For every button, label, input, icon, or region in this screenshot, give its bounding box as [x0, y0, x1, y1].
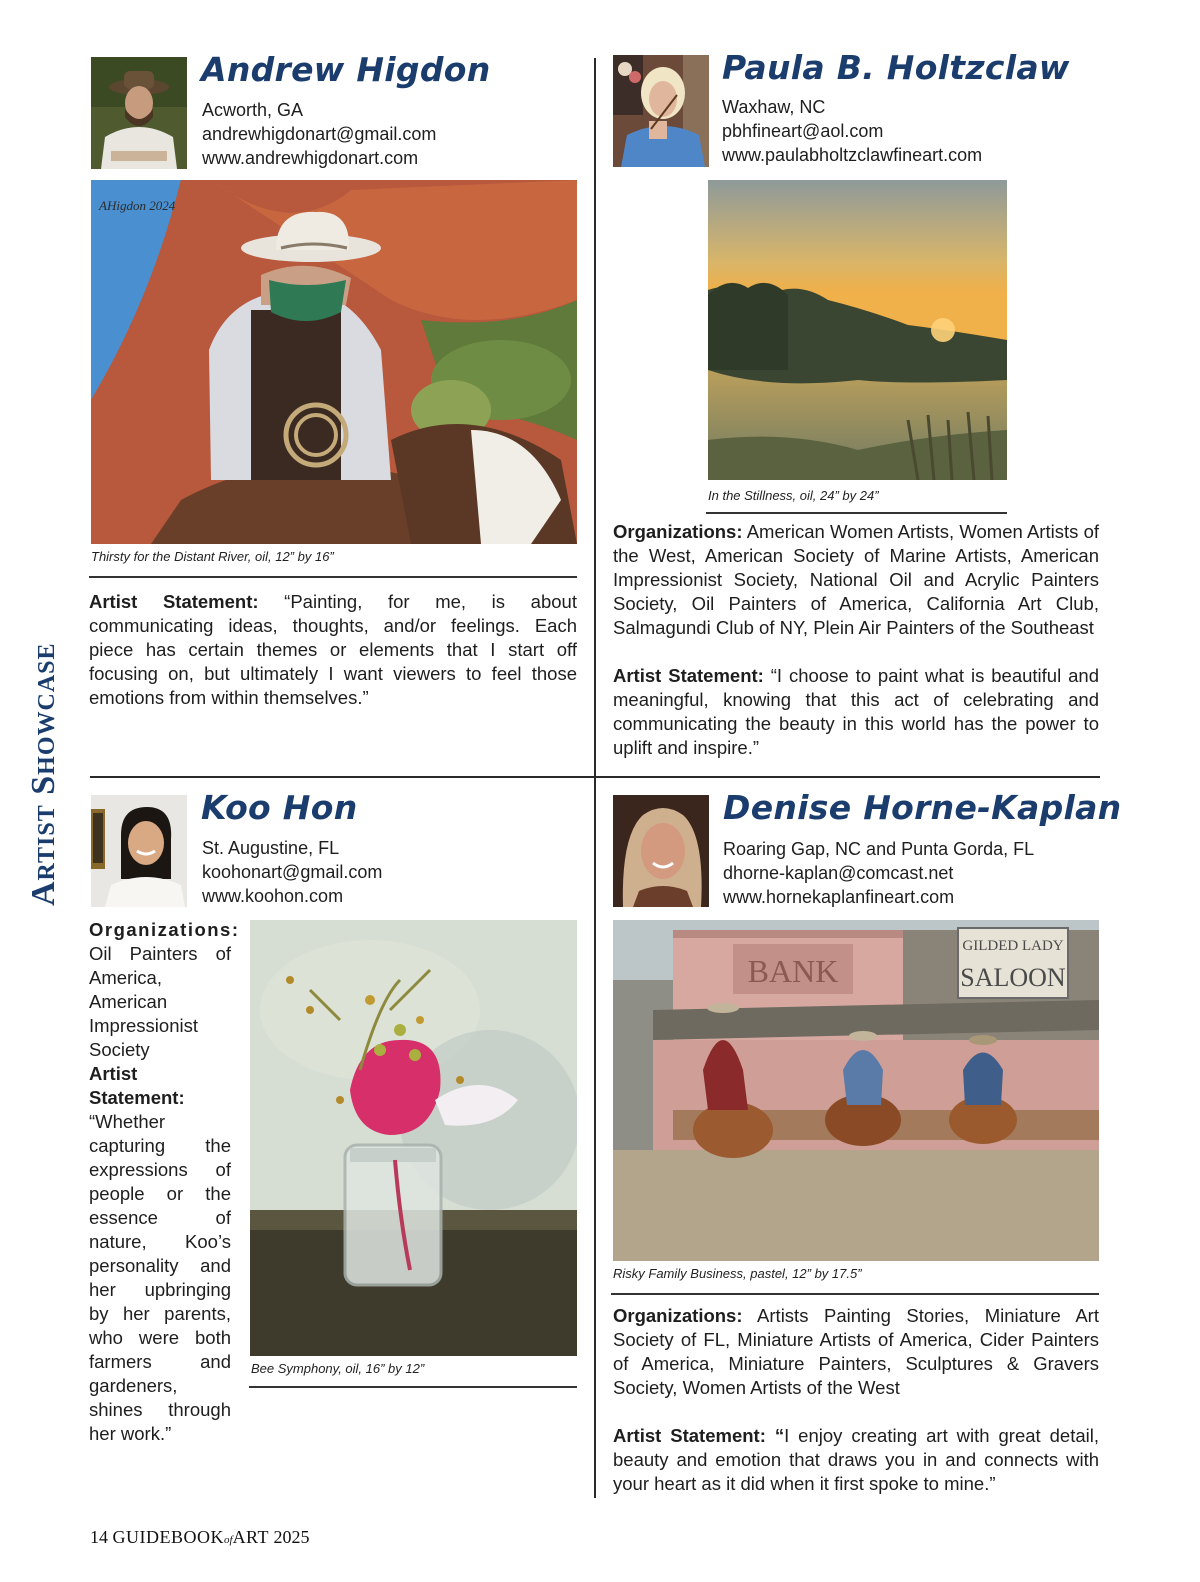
column-divider: [594, 58, 596, 1498]
painting-signature: AHigdon 2024: [99, 198, 176, 213]
artist-email: andrewhigdonart@gmail.com: [202, 124, 437, 144]
organizations-text: Oil Painters of America, American Impressionist Society: [89, 943, 231, 1060]
painting-sign-saloon: SALOON: [960, 963, 1066, 992]
statement-text: I enjoy creating art with great detail, beauty and emotion that draws you in and connects with your heart as it did when it first spoke to mine.”: [613, 1425, 1099, 1494]
artist-statement: [613, 1424, 1099, 1496]
artist-name: Denise Horne-Kaplan: [723, 788, 1122, 827]
painting-sign-bank: BANK: [747, 953, 839, 989]
statement-label: Artist Statement: “: [613, 1425, 785, 1446]
organizations-label: Organizations:: [89, 919, 240, 940]
artist-website: www.koohon.com: [202, 886, 344, 906]
organizations-text: American Women Artists, Women Artists of the West, American Society of Marine Artists, American Impressionist Society, National Oil and Acrylic Painters Society, Oil Painters of America, California Art Club, Salmagundi Club of NY, Plein Air Painters of the Southeast: [613, 521, 1099, 638]
organizations-label: Organizations:: [613, 521, 743, 542]
statement-label: Artist Statement:: [89, 1063, 185, 1108]
statement-label: Artist Statement:: [613, 665, 764, 686]
artist-organizations: [613, 520, 1099, 640]
painting-caption: Bee Symphony, oil, 16” by 12”: [251, 1361, 425, 1376]
statement-text: “Painting, for me, is about communicating ideas, thoughts, and/or feelings. Each piece has certain themes or elements that I start off focusing on, but ultimately I want viewers to feel those emotions from within themselves.”: [89, 591, 577, 708]
artist-name: Koo Hon: [201, 788, 358, 827]
painting-caption: Thirsty for the Distant River, oil, 12” by 16”: [91, 549, 334, 564]
painting-caption: Risky Family Business, pastel, 12” by 17.5”: [613, 1266, 862, 1281]
artist-website: www.paulabholtzclawfineart.com: [722, 145, 983, 165]
artist-email: koohonart@gmail.com: [202, 862, 383, 882]
statement-text: “Whether capturing the expressions of people or the essence of nature, Koo’s personality and her upbringing by her parents, who were both farmers and gardeners, shines through her work.”: [89, 1111, 231, 1444]
page-footer: [90, 1527, 309, 1548]
painting-bee-symphony: [250, 920, 577, 1356]
row-divider: [90, 776, 1100, 778]
artist-email: dhorne-kaplan@comcast.net: [723, 863, 954, 883]
artist-contact: [723, 837, 1034, 909]
organizations-label: Organizations:: [613, 1305, 743, 1326]
artist-email: pbhfineart@aol.com: [722, 121, 884, 141]
artist-name: Paula B. Holtzclaw: [722, 48, 1070, 87]
artist-photo-koo-hon: [91, 795, 187, 907]
artist-location: St. Augustine, FL: [202, 838, 340, 858]
painting-risky-family-business: [613, 920, 1099, 1261]
painting-sign-saloon-top: GILDED LADY: [962, 938, 1064, 954]
publication-name-left: GUIDEBOOK: [112, 1527, 224, 1547]
artist-statement: [89, 590, 577, 710]
caption-rule: [89, 576, 577, 578]
artist-photo-paula-holtzclaw: [613, 55, 709, 167]
artist-photo-denise-horne-kaplan: [613, 795, 709, 907]
statement-text: “I choose to paint what is beautiful and meaningful, knowing that this act of celebrating and communicating the beauty in this world has the power to uplift and inspire.”: [613, 665, 1099, 758]
publication-name-of: of: [224, 1534, 233, 1546]
artist-location: Waxhaw, NC: [722, 97, 826, 117]
painting-thirsty-for-the-distant-river: [91, 180, 577, 544]
artist-contact: [202, 98, 436, 170]
artist-contact: [722, 95, 982, 167]
statement-label: Artist Statement:: [89, 591, 259, 612]
page-number: 14: [90, 1527, 108, 1547]
publication-year: 2025: [273, 1527, 310, 1547]
artist-location: Roaring Gap, NC and Punta Gorda, FL: [723, 839, 1035, 859]
publication-name-right: ART: [232, 1527, 269, 1547]
artist-website: www.hornekaplanfineart.com: [723, 887, 955, 907]
artist-contact: [202, 836, 382, 908]
caption-rule: [249, 1386, 577, 1388]
organizations-text: Artists Painting Stories, Miniature Art Society of FL, Miniature Artists of America, Cider Painters of America, Miniature Painters, Sculptures & Gravers Society, Women Artists of the West: [613, 1305, 1099, 1398]
caption-rule: [611, 1293, 1099, 1295]
painting-caption: In the Stillness, oil, 24” by 24”: [708, 488, 879, 503]
artist-name: Andrew Higdon: [201, 50, 491, 89]
artist-photo-andrew-higdon: [91, 57, 187, 169]
artist-location: Acworth, GA: [202, 100, 304, 120]
artist-website: www.andrewhigdonart.com: [202, 148, 419, 168]
artist-statement: [613, 664, 1099, 760]
artist-organizations: [613, 1304, 1099, 1400]
section-label: Artist Showcase: [25, 642, 62, 906]
painting-in-the-stillness: [708, 180, 1007, 480]
artist-organizations: [89, 918, 240, 1062]
caption-rule: [706, 512, 1007, 514]
artist-statement: [89, 1062, 231, 1446]
